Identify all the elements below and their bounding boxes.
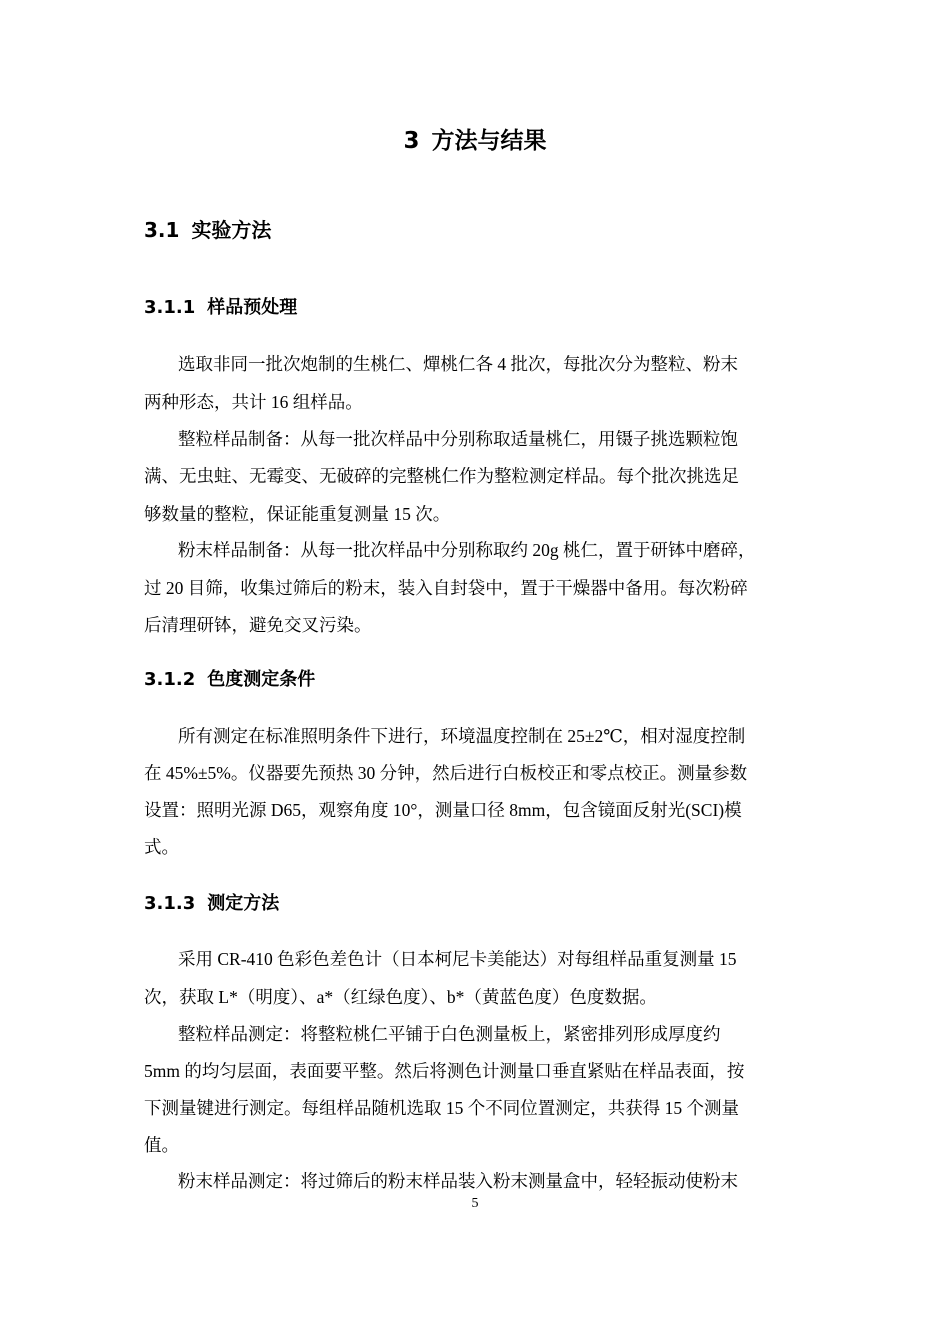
paragraph-line: 5mm 的均匀层面，表面要平整。然后将测色计测量口垂直紧贴在样品表面，按	[144, 1061, 745, 1081]
paragraph-line: 采用 CR-410 色彩色差色计（日本柯尼卡美能达）对每组样品重复测量 15	[178, 949, 737, 969]
paragraph-line: 整粒样品测定：将整粒桃仁平铺于白色测量板上，紧密排列形成厚度约	[178, 1024, 721, 1044]
subsection-heading-3-1-2	[144, 665, 315, 695]
section-heading-3-1	[144, 214, 271, 246]
subsection-heading-3-1-1	[144, 293, 297, 323]
subsection-number: 3.1.1	[144, 297, 196, 318]
paragraph-line: 下测量键进行测定。每组样品随机选取 15 个不同位置测定，共获得 15 个测量	[144, 1098, 739, 1118]
subsection-title: 色度测定条件	[207, 669, 316, 690]
subsection-number: 3.1.3	[144, 893, 196, 914]
chapter-heading	[0, 124, 950, 158]
paragraph-line: 在 45%±5%。仪器要先预热 30 分钟，然后进行白板校正和零点校正。测量参数	[144, 763, 748, 783]
paragraph-line: 后清理研钵，避免交叉污染。	[144, 615, 372, 635]
page-number: 5	[471, 1196, 479, 1211]
paragraph-line: 过 20 目筛，收集过筛后的粉末，装入自封袋中，置于干燥器中备用。每次粉碎	[144, 578, 748, 598]
paragraph-line: 粉末样品制备：从每一批次样品中分别称取约 20g 桃仁，置于研钵中磨碎，	[178, 540, 756, 560]
paragraph-line: 设置：照明光源 D65，观察角度 10°，测量口径 8mm，包含镜面反射光(SCI)模	[144, 800, 742, 820]
section-number: 3.1	[144, 218, 180, 242]
paragraph-line: 满、无虫蛀、无霉变、无破碎的完整桃仁作为整粒测定样品。每个批次挑选足	[144, 466, 739, 486]
paragraph-line: 次，获取 L*（明度）、a*（红绿色度）、b*（黄蓝色度）色度数据。	[144, 987, 657, 1007]
paragraph-line: 两种形态，共计 16 组样品。	[144, 392, 363, 412]
subsection-title: 样品预处理	[207, 297, 298, 318]
paragraph-line: 选取非同一批次炮制的生桃仁、燀桃仁各 4 批次，每批次分为整粒、粉末	[178, 354, 738, 374]
paragraph-line: 式。	[144, 837, 179, 857]
chapter-number: 3	[403, 128, 420, 154]
paragraph-line: 所有测定在标准照明条件下进行，环境温度控制在 25±2℃，相对湿度控制	[178, 726, 746, 746]
subsection-title: 测定方法	[207, 893, 280, 914]
paragraph-line: 整粒样品制备：从每一批次样品中分别称取适量桃仁，用镊子挑选颗粒饱	[178, 429, 738, 449]
subsection-heading-3-1-3	[144, 889, 279, 919]
subsection-number: 3.1.2	[144, 669, 196, 690]
paragraph-line: 粉末样品测定：将过筛后的粉末样品装入粉末测量盒中，轻轻振动使粉末	[178, 1171, 738, 1191]
section-title: 实验方法	[191, 218, 272, 242]
chapter-title: 方法与结果	[431, 128, 547, 154]
paragraph-line: 值。	[144, 1135, 179, 1155]
paragraph-line: 够数量的整粒，保证能重复测量 15 次。	[144, 504, 451, 524]
